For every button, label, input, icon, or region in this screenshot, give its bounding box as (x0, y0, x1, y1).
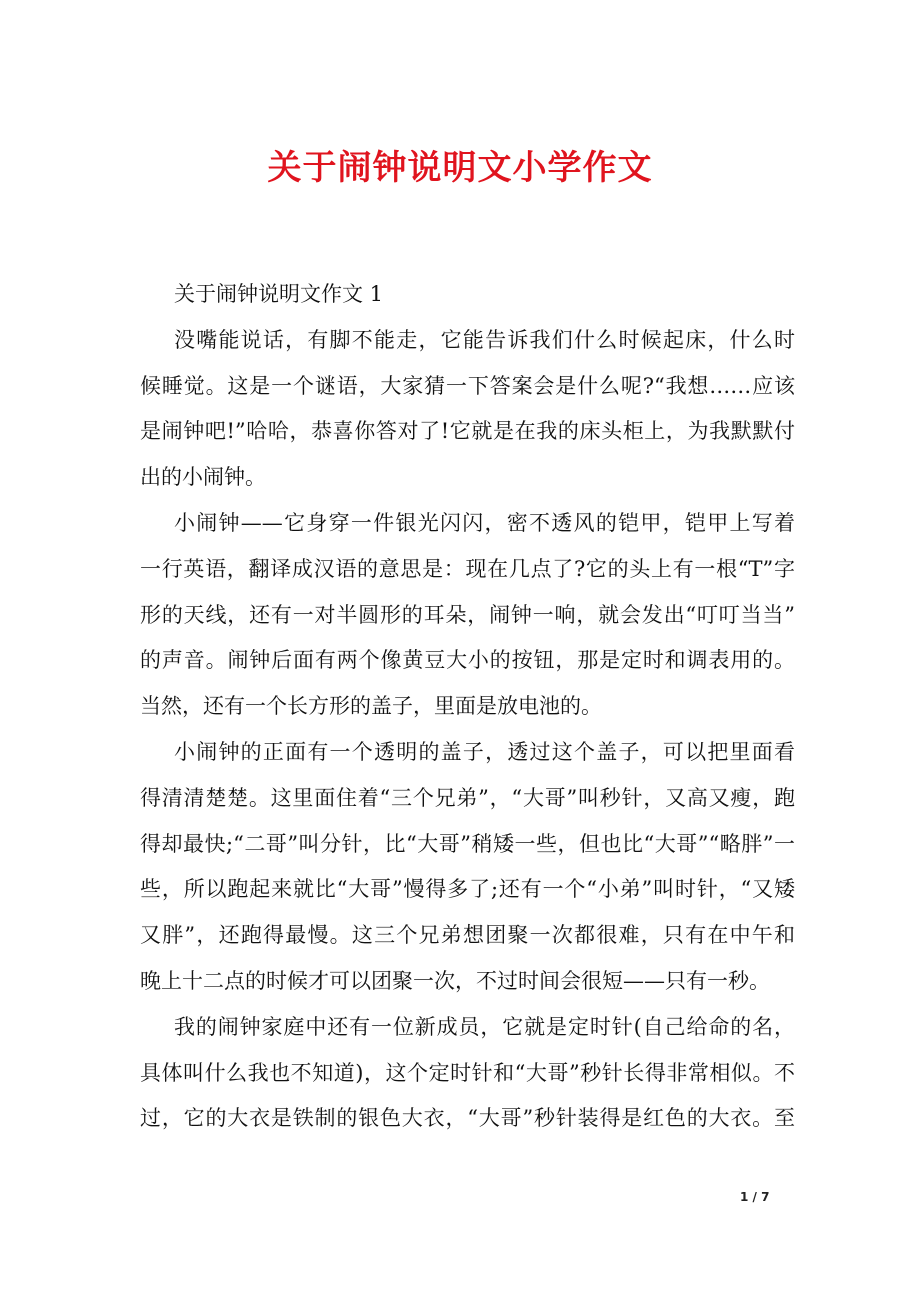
paragraph-line: 是闹钟吧!”哈哈，恭喜你答对了!它就是在我的床头柜上，为我默默付 (140, 419, 795, 444)
paragraph-line: 形的天线，还有一对半圆形的耳朵，闹钟一响，就会发出“叮叮当当” (140, 602, 795, 627)
paragraph-line: 晚上十二点的时候才可以团聚一次，不过时间会很短——只有一秒。 (140, 968, 770, 993)
paragraph-line: 一行英语，翻译成汉语的意思是：现在几点了?它的头上有一根“T”字 (140, 556, 795, 581)
paragraph-line: 没嘴能说话，有脚不能走，它能告诉我们什么时候起床，什么时 (174, 327, 795, 352)
paragraph-4 (140, 1005, 795, 1142)
paragraph-2 (140, 501, 795, 730)
paragraph-line: 小闹钟——它身穿一件银光闪闪，密不透风的铠甲，铠甲上写着 (174, 510, 795, 535)
paragraph-line: 具体叫什么我也不知道)，这个定时针和“大哥”秒针长得非常相似。不 (140, 1060, 795, 1085)
paragraph-line: 些，所以跑起来就比“大哥”慢得多了;还有一个“小弟”叫时针，“又矮 (140, 877, 795, 902)
paragraph-line: 小闹钟的正面有一个透明的盖子，透过这个盖子，可以把里面看 (174, 739, 795, 764)
paragraph-line: 当然，还有一个长方形的盖子，里面是放电池的。 (140, 694, 602, 719)
paragraph-line: 的声音。闹钟后面有两个像黄豆大小的按钮，那是定时和调表用的。 (140, 648, 795, 673)
paragraph-line: 候睡觉。这是一个谜语，大家猜一下答案会是什么呢?“我想……应该 (140, 373, 795, 398)
section-heading: 关于闹钟说明文作文 1 (174, 282, 384, 306)
paragraph-line: 得却最快;“二哥”叫分针，比“大哥”稍矮一些，但也比“大哥”“略胖”一 (140, 831, 795, 856)
page-number: 1 / 7 (740, 1190, 770, 1204)
document-body (140, 272, 795, 1142)
paragraph-3 (140, 730, 795, 1005)
paragraph-line: 得清清楚楚。这里面住着“三个兄弟”，“大哥”叫秒针，又高又瘦，跑 (140, 785, 795, 810)
paragraph-line: 出的小闹钟。 (140, 465, 266, 490)
paragraph-line: 我的闹钟家庭中还有一位新成员，它就是定时针(自己给命的名， (174, 1014, 795, 1039)
paragraph-line: 又胖”，还跑得最慢。这三个兄弟想团聚一次都很难，只有在中午和 (140, 923, 795, 948)
document-title: 关于闹钟说明文小学作文 (267, 148, 653, 188)
paragraph-1 (140, 318, 795, 501)
paragraph-line: 过，它的大衣是铁制的银色大衣，“大哥”秒针装得是红色的大衣。至 (140, 1106, 795, 1131)
